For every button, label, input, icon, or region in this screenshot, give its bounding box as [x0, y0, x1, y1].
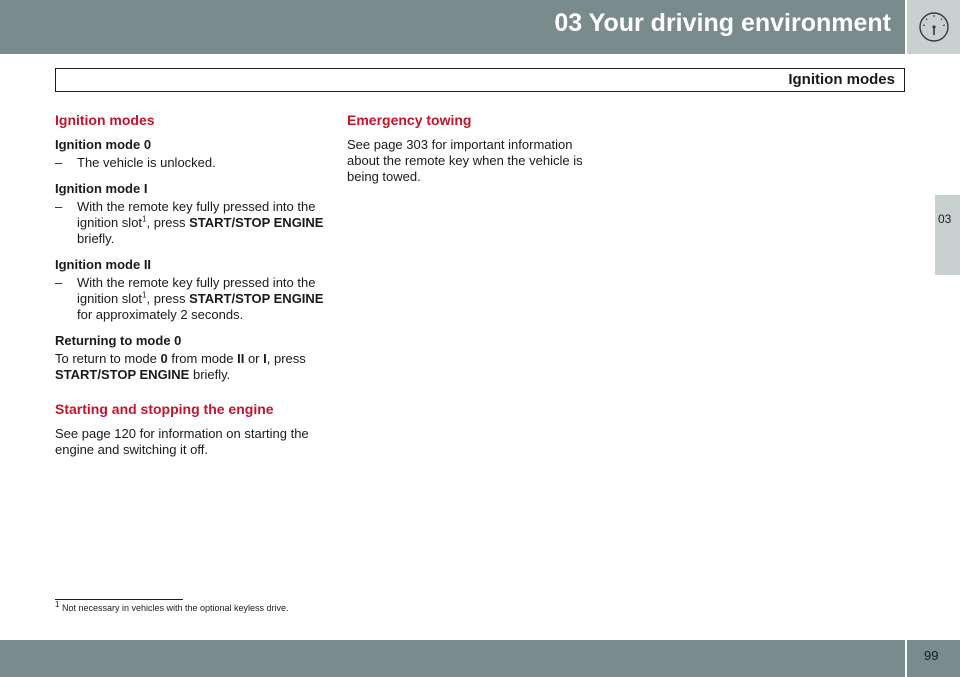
step-text: The vehicle is unlocked.: [77, 155, 216, 170]
mode-i-label: I: [263, 351, 267, 366]
step-dash: –: [55, 155, 63, 170]
ignition-mode-ii-step: [55, 275, 325, 323]
step-text: With the remote key fully pressed into the ignition slot: [77, 199, 316, 230]
engine-heading: Starting and stopping the engine: [55, 401, 274, 417]
returning-block: [55, 333, 325, 383]
gauge-icon: [918, 11, 950, 43]
footnote-ref[interactable]: 1: [142, 214, 147, 224]
mode-0-label: 0: [160, 351, 168, 366]
ignition-mode-i-title: Ignition mode I: [55, 181, 148, 196]
chapter-side-tab-label: 03: [938, 212, 952, 226]
footer-bar: [0, 640, 905, 677]
mode-ii-label: II: [237, 351, 245, 366]
step-text: , press: [146, 291, 190, 306]
start-stop-engine-label: START/STOP ENGINE: [55, 367, 190, 382]
ignition-mode-i-block: [55, 181, 325, 247]
ignition-modes-heading: Ignition modes: [55, 112, 155, 128]
chapter-title: 03 Your driving environment: [554, 9, 891, 37]
returning-title: Returning to mode 0: [55, 333, 182, 348]
step-dash: –: [55, 199, 63, 214]
emergency-towing-text: See page 303 for important information about the remote key when the vehicle is being towed.: [347, 137, 583, 184]
chapter-icon-tile: [907, 0, 960, 54]
footnote-divider: [55, 599, 183, 600]
step-text: , press: [146, 215, 190, 230]
ignition-mode-0-step: [55, 155, 325, 171]
returning-text-part: , press: [266, 351, 306, 366]
start-stop-engine-label: START/STOP ENGINE: [189, 215, 324, 230]
section-header-bar: [55, 68, 905, 92]
ignition-mode-0-title: Ignition mode 0: [55, 137, 152, 152]
step-text: for approximately 2 seconds.: [77, 307, 244, 322]
section-title: Ignition modes: [788, 71, 895, 88]
chapter-header-bar: [0, 0, 905, 54]
returning-text-part: or: [244, 351, 264, 366]
footnote: [55, 600, 289, 613]
ignition-mode-ii-title: Ignition mode II: [55, 257, 152, 272]
engine-text: See page 120 for information on starting the engine and switching it off.: [55, 426, 309, 457]
ignition-mode-0-block: [55, 137, 325, 171]
page-number: 99: [924, 648, 939, 663]
footnote-ref[interactable]: 1: [142, 290, 147, 300]
start-stop-engine-label: START/STOP ENGINE: [189, 291, 324, 306]
emergency-towing-heading: Emergency towing: [347, 112, 472, 128]
returning-text: [55, 351, 325, 383]
step-dash: –: [55, 275, 63, 290]
footnote-number: 1: [55, 600, 60, 609]
left-column: [55, 112, 325, 458]
right-column: [347, 112, 597, 185]
step-text: With the remote key fully pressed into the ignition slot: [77, 275, 316, 306]
returning-text-part: from mode: [167, 351, 238, 366]
ignition-mode-ii-block: [55, 257, 325, 323]
returning-text-part: To return to mode: [55, 351, 161, 366]
returning-text-part: briefly.: [189, 367, 231, 382]
ignition-mode-i-step: [55, 199, 325, 247]
footnote-text: Not necessary in vehicles with the optional keyless drive.: [59, 603, 289, 613]
chapter-side-tab[interactable]: [935, 195, 960, 275]
step-text: briefly.: [77, 231, 115, 246]
